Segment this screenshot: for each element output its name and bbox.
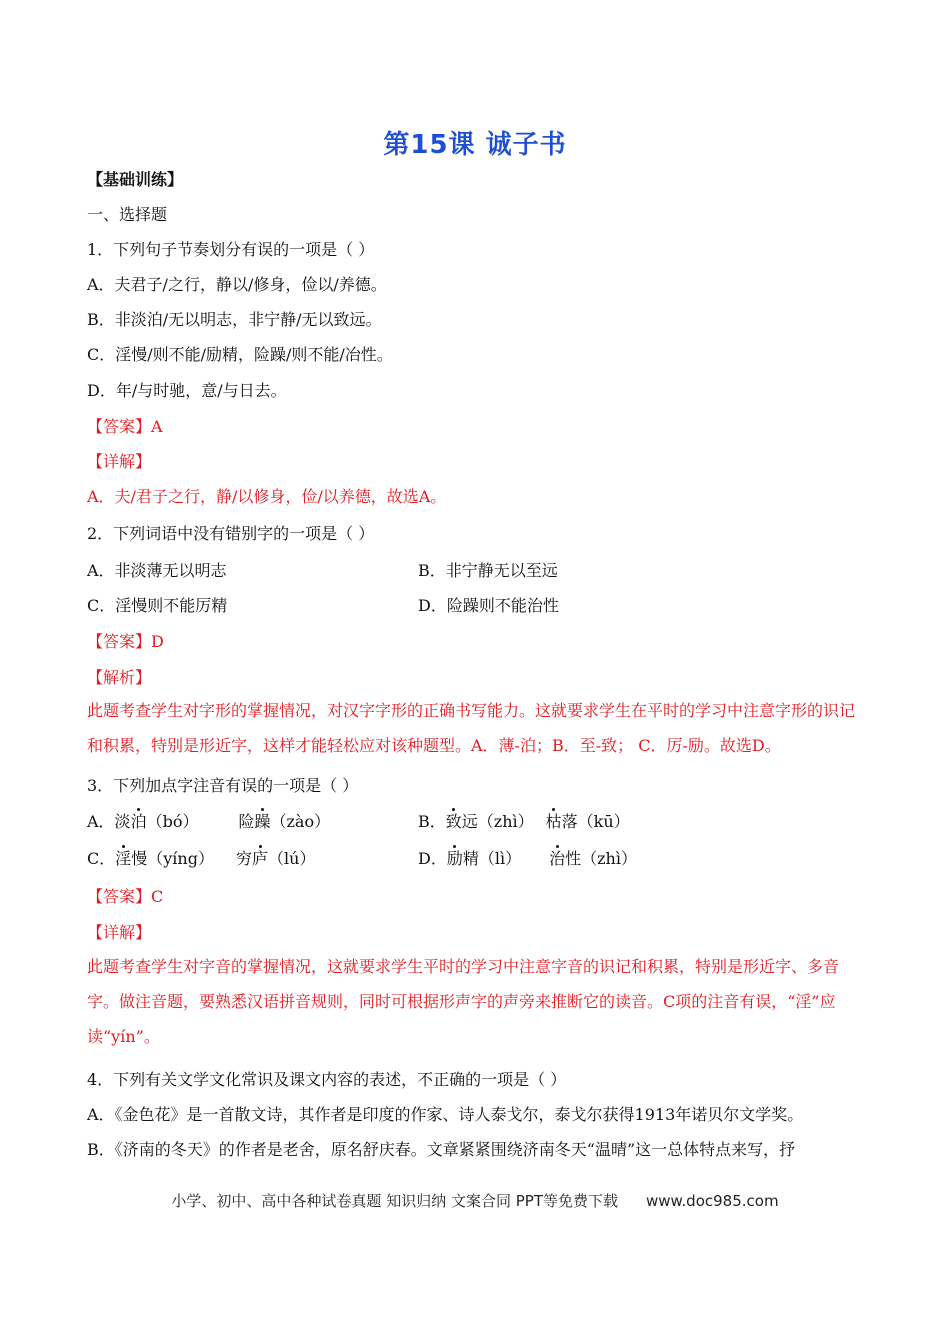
q1-option-a: A．夫君子/之行，静以/修身，俭以/养德。 <box>87 275 387 294</box>
q3-answer <box>87 887 163 907</box>
q1-option-d: D．年/与时驰，意/与日去。 <box>87 381 287 400</box>
q2-option-c: C．淫慢则不能厉精 <box>87 596 228 615</box>
page-footer <box>0 1190 950 1211</box>
q1-option-c: C．淫慢/则不能/励精，险躁/则不能/冶性。 <box>87 345 393 364</box>
q1-explain-label: 【详解】 <box>87 452 152 471</box>
answer-label: 【答案】 <box>87 632 152 651</box>
footer-text: 小学、初中、高中各种试卷真题 知识归纳 文案合同 PPT等免费下载 <box>171 1192 618 1210</box>
q2-option-a: A．非淡薄无以明志 <box>87 561 227 580</box>
q4-option-a: A．《金色花》是一首散文诗，其作者是印度的作家、诗人泰戈尔，泰戈尔获得1913年诺贝尔文学奖。 <box>87 1105 804 1124</box>
q1-answer <box>87 417 163 437</box>
q2-explain-label: 【解析】 <box>87 668 152 687</box>
q1-stem: 1．下列句子节奏划分有误的一项是（ ） <box>87 240 375 259</box>
q2-explain-text: 此题考查学生对字形的掌握情况，对汉字字形的正确书写能力。这就要求学生在平时的学习中注意字形的识记和积累，特别是形近字，这样才能轻松应对该种题型。A．薄-泊；B．至-致； C．厉-励。故选D。 <box>87 701 856 755</box>
part-heading: 一、选择题 <box>87 205 168 224</box>
q3-option-a: A．淡泊（bó） 险躁（zào） <box>87 812 331 831</box>
answer-label: 【答案】 <box>87 417 152 436</box>
q1-option-b: B．非淡泊/无以明志，非宁静/无以致远。 <box>87 310 382 329</box>
answer-value: D <box>151 632 164 651</box>
answer-value: A <box>151 417 163 436</box>
q3-option-c: C．淫慢（yíng） 穷庐（lú） <box>87 849 316 868</box>
q2-answer <box>87 632 164 652</box>
footer-url[interactable]: www.doc985.com <box>645 1192 779 1210</box>
q2-stem: 2．下列词语中没有错别字的一项是（ ） <box>87 524 375 543</box>
answer-label: 【答案】 <box>87 887 152 906</box>
q3-explain-text: 此题考查学生对字音的掌握情况，这就要求学生平时的学习中注意字音的识记和积累，特别是形近字、多音字。做注音题，要熟悉汉语拼音规则，同时可根据形声字的声旁来推断它的读音。C项的注音有误，“淫”应读“yín”。 <box>87 957 840 1046</box>
q2-option-b: B．非宁静无以至远 <box>418 561 558 580</box>
q2-option-d: D．险躁则不能治性 <box>418 596 559 615</box>
page-title: 第15课 诚子书 <box>383 130 567 160</box>
q3-option-d: D．励精（lì） 治性（zhì） <box>418 849 637 868</box>
q4-stem: 4．下列有关文学文化常识及课文内容的表述，不正确的一项是（ ） <box>87 1070 567 1089</box>
answer-value: C <box>151 887 164 906</box>
q3-stem: 3．下列加点字注音有误的一项是（ ） <box>87 776 359 795</box>
q3-explain-label: 【详解】 <box>87 923 152 942</box>
section-heading: 【基础训练】 <box>87 170 184 189</box>
q1-explain-text: A．夫/君子之行，静/以修身，俭/以养德，故选A。 <box>87 487 447 506</box>
q4-option-b: B．《济南的冬天》的作者是老舍，原名舒庆春。文章紧紧围绕济南冬天“温晴”这一总体特点来写，抒 <box>87 1140 796 1159</box>
q3-option-b: B．致远（zhì） 枯落（kū） <box>418 812 630 831</box>
